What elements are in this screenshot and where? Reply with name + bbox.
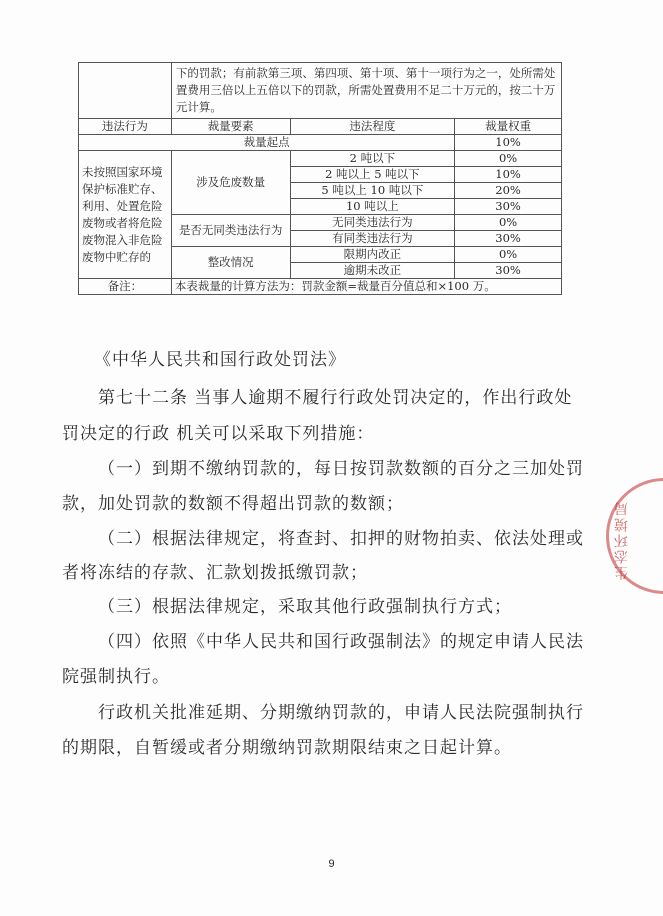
header-cell: 裁量权重 <box>455 119 562 135</box>
weight-cell: 30% <box>455 231 562 247</box>
body-line: （一）到期不缴纳罚款的，每日按罚款数额的百分之三加处罚 <box>98 459 584 479</box>
page-number: 9 <box>328 858 335 870</box>
start-label: 裁量起点 <box>79 135 455 151</box>
weight-cell: 0% <box>455 215 562 231</box>
degree-cell: 逾期未改正 <box>290 263 455 279</box>
note-label: 备注： <box>79 279 172 295</box>
factor-cell: 涉及危废数量 <box>171 151 290 215</box>
discretion-table <box>78 62 562 295</box>
start-value: 10% <box>455 135 562 151</box>
note-text: 本表裁量的计算方法为：罚款金额=裁量百分值总和×100 万。 <box>171 279 561 295</box>
degree-cell: 5 吨以上 10 吨以下 <box>290 183 455 199</box>
header-cell: 违法行为 <box>79 119 172 135</box>
degree-cell: 无同类违法行为 <box>290 215 455 231</box>
body-line: 第七十二条 当事人逾期不履行行政处罚决定的，作出行政处 <box>98 388 573 408</box>
degree-cell: 有同类违法行为 <box>290 231 455 247</box>
weight-cell: 0% <box>455 151 562 167</box>
weight-cell: 0% <box>455 247 562 263</box>
behavior-cell: 未按照国家环境保护标准贮存、利用、处置危险废物或者将危险废物混入非危险废物中贮存的 <box>79 151 172 279</box>
body-line: 款，加处罚款的数额不得超出罚款的数额； <box>62 494 404 514</box>
body-line: 行政机关批准延期、分期缴纳罚款的，申请人民法院强制执行 <box>98 703 584 723</box>
official-seal-text: 生态环境局 <box>614 500 630 580</box>
degree-cell: 2 吨以下 <box>290 151 455 167</box>
degree-cell: 限期内改正 <box>290 247 455 263</box>
body-line: 院强制执行。 <box>62 667 170 687</box>
factor-cell: 整改情况 <box>171 247 290 279</box>
header-cell: 裁量要素 <box>171 119 290 135</box>
weight-cell: 30% <box>455 199 562 215</box>
body-line: （四）依照《中华人民共和国行政强制法》的规定申请人民法 <box>98 632 584 652</box>
body-line: （三）根据法律规定，采取其他行政强制执行方式； <box>98 597 512 617</box>
weight-cell: 30% <box>455 263 562 279</box>
body-line: （二）根据法律规定，将查封、扣押的财物拍卖、依法处理或 <box>98 529 584 549</box>
degree-cell: 2 吨以上 5 吨以下 <box>290 167 455 183</box>
factor-cell: 是否无同类违法行为 <box>171 215 290 247</box>
body-line: 者将冻结的存款、汇款划拨抵缴罚款； <box>62 563 368 583</box>
body-line: 的期限，自暂缓或者分期缴纳罚款期限结束之日起计算。 <box>62 738 512 758</box>
weight-cell: 10% <box>455 167 562 183</box>
weight-cell: 20% <box>455 183 562 199</box>
body-line: 罚决定的行政 机关可以采取下列措施： <box>62 424 375 444</box>
table-top-text: 下的罚款；有前款第三项、第四项、第十项、第十一项行为之一，处所需处置费用三倍以上五倍以下的罚款，所需处置费用不足二十万元的，按二十万元计算。 <box>171 63 561 119</box>
header-cell: 违法程度 <box>290 119 455 135</box>
law-title: 《中华人民共和国行政处罚法》 <box>94 350 346 370</box>
degree-cell: 10 吨以上 <box>290 199 455 215</box>
